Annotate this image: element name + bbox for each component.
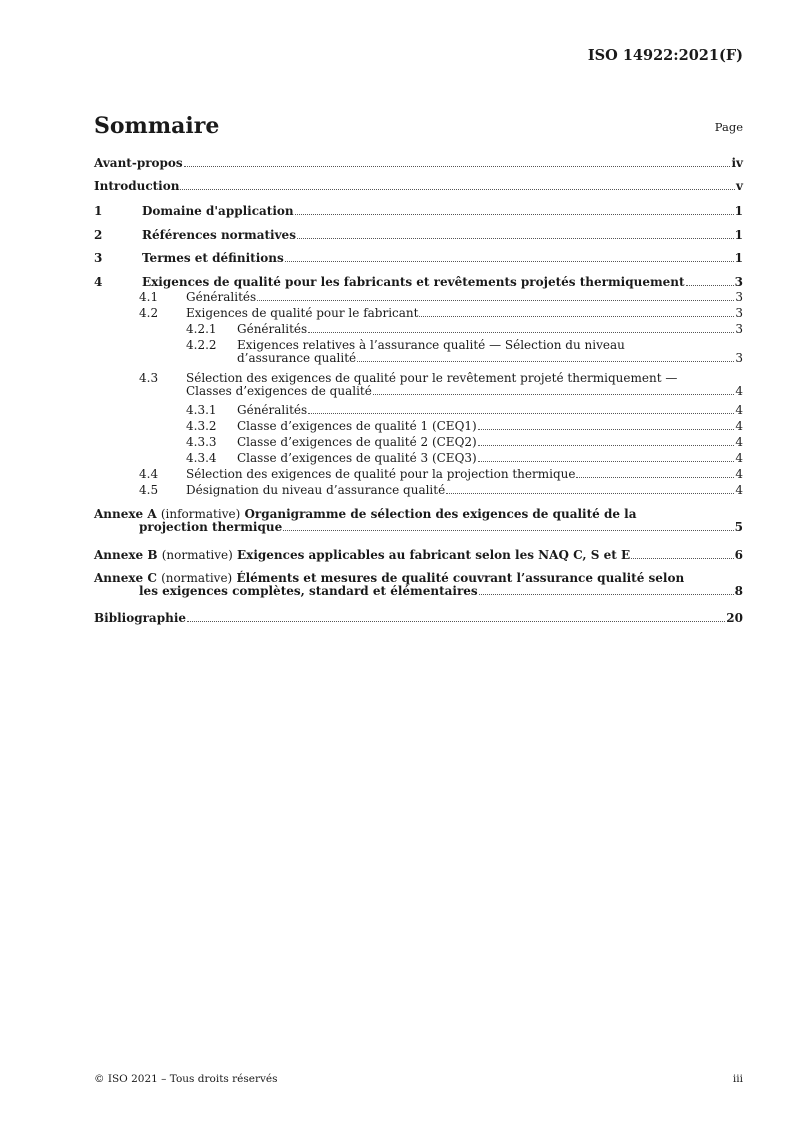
annex-kind: (normative) <box>161 571 233 585</box>
toc-entry-number: 4.1 <box>139 290 159 304</box>
toc-entry-4[interactable] <box>94 276 743 289</box>
toc-entry-1[interactable] <box>94 205 743 218</box>
toc-entry-introduction[interactable] <box>94 180 743 193</box>
toc-entry-page: 1 <box>734 228 743 242</box>
toc-entry-4-3[interactable] <box>94 372 743 398</box>
toc-entry-page: 4 <box>735 384 743 398</box>
toc-entry-number: 4.3 <box>139 371 159 385</box>
toc-entry-text: Références normatives <box>142 228 296 242</box>
toc-entry-text: Généralités <box>237 322 308 336</box>
annex-kind: (informative) <box>160 507 241 521</box>
annex-kind: (normative) <box>161 548 233 562</box>
toc-leader <box>357 361 734 362</box>
toc-entry-text: Avant-propos <box>94 156 183 170</box>
annex-heading <box>94 549 630 562</box>
toc-entry-4-3-1[interactable] <box>94 404 743 417</box>
toc-entry-text-continued: Classes d’exigences de qualité <box>186 384 372 398</box>
toc-entry-number: 4.2.2 <box>186 338 217 352</box>
toc-leader <box>308 413 734 414</box>
toc-leader <box>295 214 734 215</box>
toc-entry-page: 3 <box>735 306 743 320</box>
toc-entry-text: Sélection des exigences de qualité pour la projection thermique <box>186 467 576 481</box>
toc-entry-text: Introduction <box>94 179 180 193</box>
toc-entry-4-1[interactable] <box>94 291 743 304</box>
toc-entry-number: 4.3.2 <box>186 419 217 433</box>
toc-leader <box>478 445 735 446</box>
toc-entry-4-3-3[interactable] <box>94 436 743 449</box>
annex-title: Organigramme de sélection des exigences de qualité de la <box>244 507 637 521</box>
toc-entry-text: Généralités <box>186 290 257 304</box>
annex-label: Annexe B <box>94 548 158 562</box>
toc-entry-4-2-2[interactable] <box>94 339 743 365</box>
footer-copyright: © ISO 2021 – Tous droits réservés <box>94 1073 278 1085</box>
toc-entry-text: Exigences relatives à l’assurance qualité — Sélection du niveau <box>237 338 625 352</box>
toc-entry-number: 4.2 <box>139 306 159 320</box>
footer-page-number: iii <box>732 1073 743 1085</box>
toc-entry-number: 4.4 <box>139 467 159 481</box>
toc-entry-page: 6 <box>734 548 743 562</box>
toc-entry-number: 4.2.1 <box>186 322 217 336</box>
toc-leader <box>419 316 734 317</box>
toc-entry-page: 20 <box>726 611 743 625</box>
toc-entry-2[interactable] <box>94 229 743 242</box>
toc-entry-page: 8 <box>734 584 743 598</box>
toc-entry-text: Classe d’exigences de qualité 2 (CEQ2) <box>237 435 477 449</box>
toc-entry-number: 2 <box>94 228 103 242</box>
toc-leader <box>184 166 731 167</box>
toc-entry-page: 1 <box>734 251 743 265</box>
toc-entry-number: 1 <box>94 204 103 218</box>
toc-leader <box>187 621 725 622</box>
toc-entry-page: 4 <box>735 467 743 481</box>
annex-title-continued: projection thermique <box>139 520 283 534</box>
toc-entry-text: Bibliographie <box>94 611 187 625</box>
annex-title: Éléments et mesures de qualité couvrant l’assurance qualité selon <box>236 571 685 585</box>
toc-entry-number: 4 <box>94 275 103 289</box>
toc-entry-number: 3 <box>94 251 103 265</box>
toc-entry-number: 4.3.3 <box>186 435 217 449</box>
toc-entry-text-continued: d’assurance qualité <box>237 351 357 365</box>
toc-entry-text: Généralités <box>237 403 308 417</box>
toc-leader <box>478 429 735 430</box>
toc-leader <box>373 394 735 395</box>
page-column-label: Page <box>714 120 743 134</box>
toc-entry-page: 3 <box>735 351 743 365</box>
toc-entry-bibliographie[interactable] <box>94 612 743 625</box>
toc-entry-page: v <box>736 179 743 193</box>
toc-leader <box>686 285 734 286</box>
toc-entry-annex-b[interactable] <box>94 549 743 562</box>
toc-entry-page: 4 <box>735 403 743 417</box>
toc-leader <box>446 493 734 494</box>
toc-entry-page: iv <box>731 156 743 170</box>
toc-entry-4-4[interactable] <box>94 468 743 481</box>
toc-entry-4-5[interactable] <box>94 484 743 497</box>
toc-leader <box>283 530 733 531</box>
toc-entry-3[interactable] <box>94 252 743 265</box>
toc-entry-page: 3 <box>735 322 743 336</box>
page-title: Sommaire <box>94 113 220 139</box>
toc-entry-text: Termes et définitions <box>142 251 284 265</box>
toc-entry-annex-c[interactable] <box>94 572 743 598</box>
toc-entry-page: 4 <box>735 419 743 433</box>
document-id: ISO 14922:2021(F) <box>587 47 743 64</box>
annex-title: Exigences applicables au fabricant selon les NAQ C, S et E <box>237 548 631 562</box>
toc-leader <box>297 238 734 239</box>
toc-entry-annex-a[interactable] <box>94 508 743 534</box>
toc-entry-text: Désignation du niveau d’assurance qualité <box>186 483 446 497</box>
toc-entry-page: 3 <box>734 275 743 289</box>
toc-entry-avant-propos[interactable] <box>94 157 743 170</box>
annex-label: Annexe C <box>94 571 157 585</box>
annex-label: Annexe A <box>94 507 157 521</box>
toc-entry-number: 4.3.1 <box>186 403 217 417</box>
toc-leader <box>631 558 734 559</box>
toc-leader <box>257 300 734 301</box>
toc-entry-page: 1 <box>734 204 743 218</box>
toc-entry-4-2-1[interactable] <box>94 323 743 336</box>
toc-entry-number: 4.3.4 <box>186 451 217 465</box>
toc-leader <box>285 261 734 262</box>
toc-entry-text: Exigences de qualité pour le fabricant <box>186 306 419 320</box>
toc-leader <box>180 189 735 190</box>
toc-entry-page: 5 <box>734 520 743 534</box>
toc-entry-text: Sélection des exigences de qualité pour le revêtement projeté thermiquement — <box>186 371 678 385</box>
toc-entry-number: 4.5 <box>139 483 159 497</box>
toc-leader <box>576 477 734 478</box>
toc-entry-4-3-2[interactable] <box>94 420 743 433</box>
toc-entry-page: 4 <box>735 435 743 449</box>
toc-leader <box>308 332 734 333</box>
annex-title-continued: les exigences complètes, standard et élémentaires <box>139 584 478 598</box>
toc-leader <box>478 461 735 462</box>
toc-entry-text: Exigences de qualité pour les fabricants et revêtements projetés thermiquement <box>142 275 685 289</box>
toc-entry-page: 3 <box>735 290 743 304</box>
toc-entry-text: Classe d’exigences de qualité 1 (CEQ1) <box>237 419 477 433</box>
toc-entry-page: 4 <box>735 451 743 465</box>
toc-leader <box>479 594 734 595</box>
toc-entry-4-3-4[interactable] <box>94 452 743 465</box>
toc-entry-text: Domaine d'application <box>142 204 294 218</box>
toc-entry-text: Classe d’exigences de qualité 3 (CEQ3) <box>237 451 477 465</box>
toc-entry-4-2[interactable] <box>94 307 743 320</box>
toc-entry-page: 4 <box>735 483 743 497</box>
